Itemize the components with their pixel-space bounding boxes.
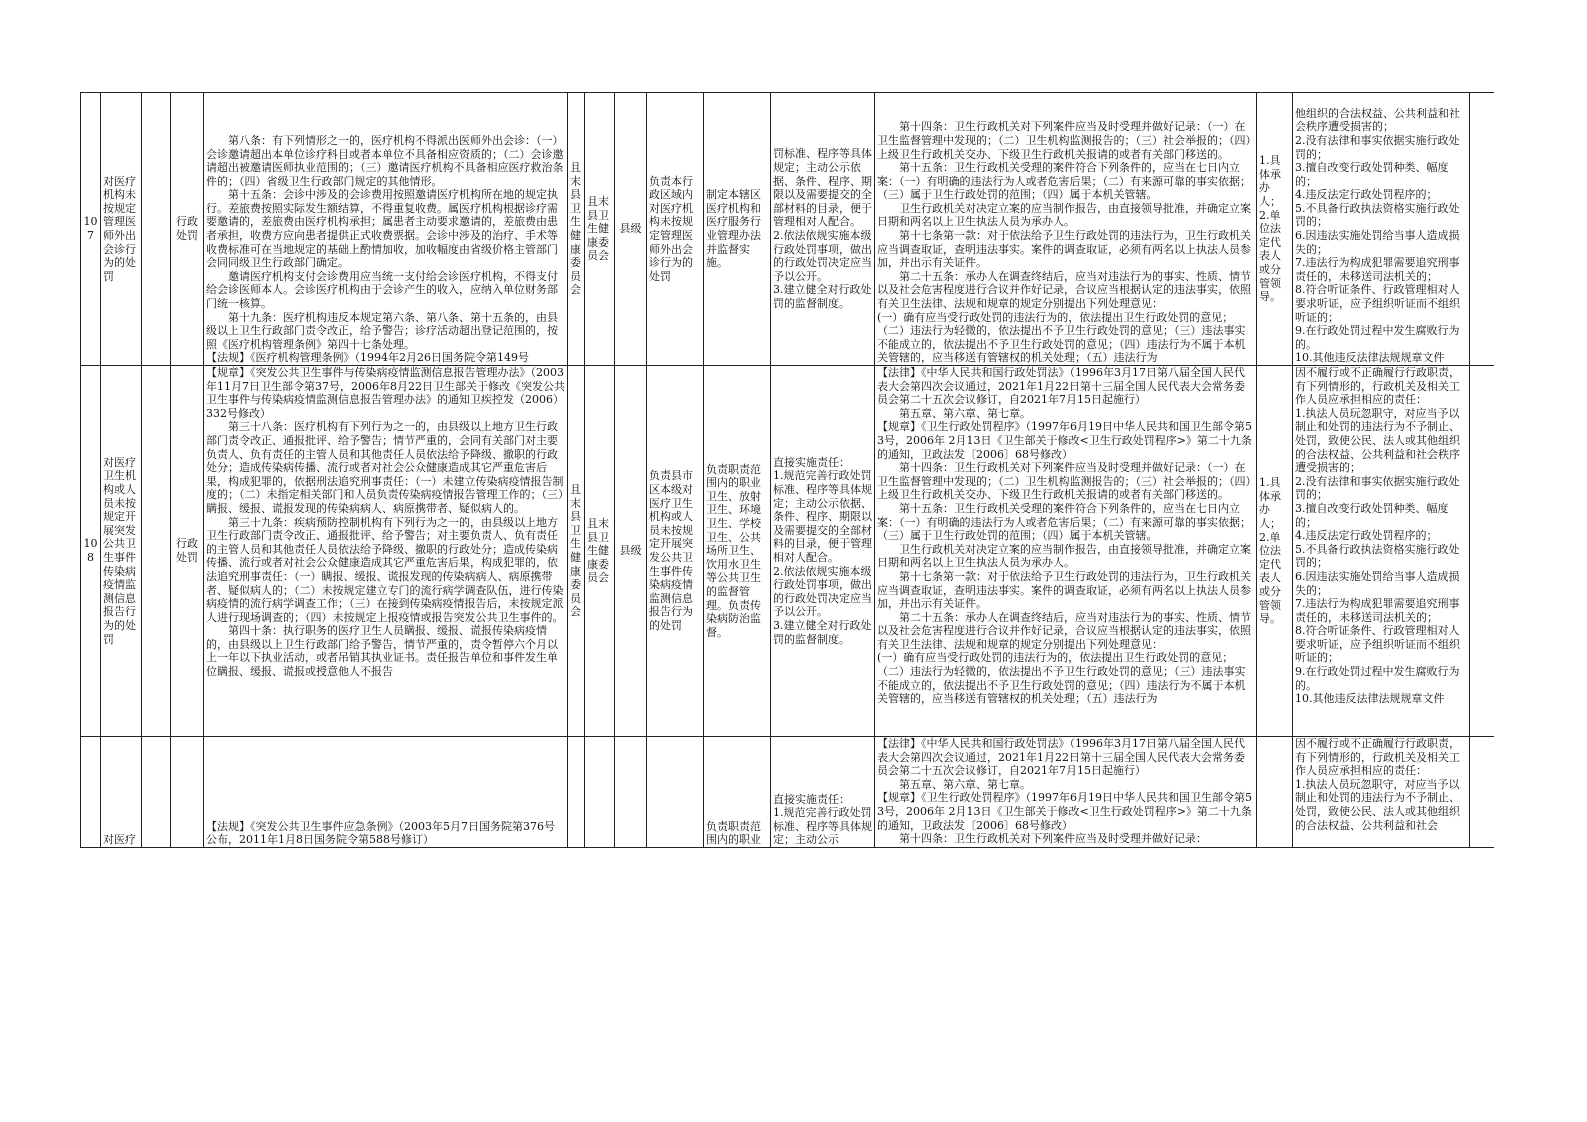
duty: 制定本辖区医疗机构和医疗服务行业管理办法并监督实施。: [706, 188, 761, 270]
implementing-dept: 且末县卫生健康委员会: [570, 483, 581, 619]
procedure-paragraph: 【法律】《中华人民共和国行政处罚法》（1996年3月17日第八届全国人民代表大会第四次会议通过，2021年1月22日第十三届全国人民代表大会常务委员会第二十五次会议修订，自2021年7月15日起施行）: [877, 366, 1245, 407]
responsible-dept: 且末县卫生健康委员会: [587, 195, 609, 263]
basis-paragraph: 第十九条：医疗机构违反本规定第六条、第八条、第十五条的，由县级以上卫生行政部门责令改正，给予警告；诊疗活动超出登记范围的，按照《医疗机构管理条例》第四十七条处理。: [206, 310, 558, 351]
procedure-basis: [877, 93, 1254, 365]
basis-paragraph: 第三十九条：疾病预防控制机构有下列行为之一的，由县级以上地方卫生行政部门责令改正、通报批评、给予警告；对主要负责人、负有责任的主管人员和其他责任人员依法给予降级、撤职的行政处分；造成传染病传播、流行或者对社会公众健康造成其它严重危害后果，构成犯罪的，依法追究刑事责任：（一）瞒报、缓报、谎报发现的传染病病人、病原携带者、疑似病人的；（二）未按规定建立专门的流行病学调查队伍，进行传染病疫情的流行病学调查工作；（三）在接到传染病疫情报告后，未按规定派人进行现场调查的；（四）未按规定上报疫情或报告突发公共卫生事件的。: [206, 515, 564, 624]
procedure-paragraph: 第十七条第一款：对于依法给予卫生行政处罚的违法行为，卫生行政机关应当调查取证，查明违法事实。案件的调查取证，必须有两名以上执法人员参加，并出示有关证件。: [877, 229, 1251, 270]
item-type: 行政处罚: [176, 537, 198, 564]
liability: 因不履行或不正确履行行政职责，有下列情形的，行政机关及相关工作人员应承担相应的责任： 1.执法人员玩忽职守，对应当予以制止和处罚的违法行为不予制止、处罚，致使公民、法人或其他组织的合法权益、公共利益和社会秩序遭受损害的； 2.没有法律和事实依据实施行政处罚的； 3.擅自改变行政处罚种类、幅度的； 4.违反法定行政处罚程序的； 5.不具备行政执法资格实施行政处罚的； 6.因违法实施处罚给当事人造成损失的； 7.违法行为构成犯罪需要追究刑事责任的，未移送司法机关的； 8.符合听证条件、行政管理相对人要求听证，应予组织听证而不组织听证的； 9.在行政处罚过程中发生腐败行为的。 10.其他违反法律法规规章文件: [1295, 366, 1460, 706]
item-type: 行政处罚: [176, 215, 198, 242]
duty: 负责职责范围内的职业: [706, 819, 761, 847]
procedure-basis: [877, 737, 1254, 847]
procedure-paragraph: 第十五条：卫生行政机关受理的案件符合下列条件的，应当在七日内立案：（一）有明确的违法行为人或者危害后果；（二）有来源可靠的事实依据；（三）属于卫生行政处罚的范围；（四）属于本机关管辖。: [877, 501, 1251, 543]
liability: 他组织的合法权益、公共利益和社会秩序遭受损害的； 2.没有法律和事实依据实施行政处罚的； 3.擅自改变行政处罚种类、幅度的； 4.违反法定行政处罚程序的； 5.不具备行政执法资格实施行政处罚的； 6.因违法实施处罚给当事人造成损失的； 7.违法行为构成犯罪需要追究刑事责任的，未移送司法机关的； 8.符合听证条件、行政管理相对人要求听证，应予组织听证而不组织听证的； 9.在行政处罚过程中发生腐败行为的。 10.其他违反法律法规规章文件: [1295, 106, 1460, 365]
implementing-dept: 且末县卫生健康委员会: [570, 161, 581, 297]
basis-paragraph: 第十五条：会诊中涉及的会诊费用按照邀请医疗机构所在地的规定执行。差旅费按照实际发生额结算，不得重复收费。属医疗机构根据诊疗需要邀请的，差旅费由医疗机构承担；属患者主动要求邀请的，差旅费由患者承担，收费方应向患者提供正式收费票据。会诊中涉及的治疗、手术等收费标准可在当地规定的基础上酌情加收，加收幅度由省级价格主管部门会同同级卫生行政部门确定。: [206, 188, 558, 270]
basis-paragraph: 【法规】《突发公共卫生事件应急条例》（2003年5月7日国务院第376号公布，2011年1月8日国务院令第588号修订）: [206, 819, 555, 847]
procedure-paragraph: 卫生行政机关对决定立案的应当制作报告，由直接领导批准，并确定立案日期和两名以上卫生执法人员为承办人。: [877, 542, 1251, 570]
procedure-paragraph: 第十四条：卫生行政机关对下列案件应当及时受理并做好记录：（一）在卫生监督管理中发现的；（二）卫生机构监测报告的；（三）社会举报的；（四）上级卫生行政机关交办、下级卫生行政机关报请的或者有关部门移送的。: [877, 461, 1251, 502]
row-number: 107: [83, 215, 98, 242]
legal-basis: [206, 93, 565, 365]
basis-paragraph: 邀请医疗机构支付会诊费用应当统一支付给会诊医疗机构，不得支付给会诊医师本人。会诊医疗机构由于会诊产生的收入，应纳入单位财务部门统一核算。: [206, 269, 558, 311]
basis-paragraph: 第八条：有下列情形之一的，医疗机构不得派出医师外出会诊：（一）会诊邀请超出本单位诊疗科目或者本单位不具备相应资质的；（二）会诊邀请超出被邀请医师执业范围的；（三）邀请医疗机构不具备相应医疗救治条件的；（四）省级卫生行政部门规定的其他情形。: [206, 133, 564, 188]
procedure-paragraph: 【规章】《卫生行政处罚程序》（1997年6月19日中华人民共和国卫生部令第53号，2006年 2月13日《卫生部关于修改<卫生行政处罚程序>》第二十九条的通知，卫政法发〔2006〕68号修改）: [877, 420, 1252, 461]
procedure-paragraph: 【规章】《卫生行政处罚程序》（1997年6月19日中华人民共和国卫生部令第53号，2006年 2月13日《卫生部关于修改<卫生行政处罚程序>》第二十九条的通知，卫政法发〔2006〕68号修改）: [877, 791, 1252, 832]
document-sheet: [80, 92, 1494, 849]
scope: 负责县市区本级对医疗卫生机构或人员未按规定开展突发公共卫生事件传染病疫情监测信息报告行为的处罚: [649, 469, 693, 632]
procedure-paragraph: 第二十五条：承办人在调查终结后，应当对违法行为的事实、性质、情节以及社会危害程度进行合议并作好记录，合议应当根据认定的违法事实，依照有关卫生法律、法规和规章的规定分别提出下列处理意见：: [877, 610, 1251, 651]
admin-level: 县级: [619, 222, 642, 236]
table-row: [81, 93, 1495, 366]
procedure-paragraph: 第二十五条：承办人在调查终结后，应当对违法行为的事实、性质、情节以及社会危害程度进行合议并作好记录，合议应当根据认定的违法事实，依照有关卫生法律、法规和规章的规定分别提出下列处理意见：: [877, 269, 1251, 311]
power-list-table: [80, 92, 1494, 848]
liability: 因不履行或不正确履行行政职责，有下列情形的，行政机关及相关工作人员应承担相应的责任： 1.执法人员玩忽职守，对应当予以制止和处罚的违法行为不予制止、处罚，致使公民、法人或其他组织的合法权益、公共利益和社会: [1295, 737, 1460, 832]
basis-paragraph: 第三十八条：医疗机构有下列行为之一的，由县级以上地方卫生行政部门责令改正、通报批评、给予警告；情节严重的，会同有关部门对主要负责人、负有责任的主管人员和其他责任人员依法给予降级、撤职的行政处分；造成传染病传播、流行或者对社会公众健康造成其它严重危害后果，构成犯罪的，依据刑法追究刑事责任：（一）未建立传染病疫情报告制度的；（二）未指定相关部门和人员负责传染病疫情报告管理工作的；（三）瞒报、缓报、谎报发现的传染病病人、病原携带者、疑似病人的。: [206, 420, 564, 515]
procedure-paragraph: 第十四条：卫生行政机关对下列案件应当及时受理并做好记录：（一）在卫生监督管理中发现的；（二）卫生机构监测报告的；（三）社会举报的；（四）上级卫生行政机关交办、下级卫生行政机关报请的或者有关部门移送的。: [877, 120, 1251, 161]
procedure-paragraph: 【法律】《中华人民共和国行政处罚法》（1996年3月17日第八届全国人民代表大会第四次会议通过，2021年1月22日第十三届全国人民代表大会常务委员会第二十五次会议修订，自2021年7月15日起施行）: [877, 737, 1245, 778]
responsible-person: 1.具体承办人； 2.单位法定代表人或分管领导。: [1259, 476, 1281, 626]
basis-paragraph: 【规章】《突发公共卫生事件与传染病疫情监测信息报告管理办法》（2003年11月7日卫生部令第37号，2006年8月22日卫生部关于修改《突发公共卫生事件与传染病疫情监测信息报告管理办法》的通知卫疾控发（2006）332号修改）: [206, 366, 565, 420]
procedure-paragraph: 第十五条：卫生行政机关受理的案件符合下列条件的，应当在七日内立案：（一）有明确的违法行为人或者危害后果；（二）有来源可靠的事实依据；（三）属于卫生行政处罚的范围；（四）属于本机关管辖。: [877, 161, 1251, 202]
item-name: 对医疗机构未按规定管理医师外出会诊行为的处罚: [103, 174, 136, 283]
legal-basis: [206, 366, 565, 736]
item-name: 对医疗: [103, 833, 136, 847]
implementation-responsibility: 罚标准、程序等具体规定；主动公示依据、条件、程序、期限以及需要提交的全部材料的目录，便于管理相对人配合。 2.依法依规实施本级行政处罚事项，做出的行政处罚决定应当予以公开。 3.建立健全对行政处罚的监督制度。: [773, 147, 872, 310]
row-number: 108: [83, 537, 98, 564]
basis-paragraph: 【法规】《医疗机构管理条例》（1994年2月26日国务院令第149号: [206, 351, 529, 365]
responsible-person: 1.具体承办人； 2.单位法定代表人或分管领导。: [1259, 154, 1281, 304]
procedure-paragraph: (一）确有应当受行政处罚的违法行为的，依法提出卫生行政处罚的意见；（二）违法行为轻微的，依法提出不予卫生行政处罚的意见；（三）违法事实不能成立的，依法提出不予卫生行政处罚的意见；（四）违法行为不属于本机关管辖的，应当移送有管辖权的机关处理；（五）违法行为: [877, 651, 1246, 706]
implementation-responsibility: 直接实施责任： 1.规范完善行政处罚标准、程序等具体规定；主动公示: [773, 792, 872, 847]
table-row: [81, 366, 1495, 737]
responsible-dept: 且末县卫生健康委员会: [587, 517, 609, 585]
basis-paragraph: 第四十条：执行职务的医疗卫生人员瞒报、缓报、谎报传染病疫情的，由县级以上卫生行政部门给予警告，情节严重的，责令暂停六个月以上一年以下执业活动，或者吊销其执业证书。责任报告单位和事件发生单位瞒报、缓报、谎报或授意他人不报告: [206, 624, 558, 679]
procedure-paragraph: 第五章、第六章、第七章。: [899, 777, 1031, 791]
procedure-basis: [877, 366, 1254, 736]
implementation-responsibility: 直接实施责任： 1.规范完善行政处罚标准、程序等具体规定；主动公示依据、条件、程序、期限以及需要提交的全部材料的目录，便于管理相对人配合。 2.依法依规实施本级行政处罚事项，做出的行政处罚决定应当予以公开。 3.建立健全对行政处罚的监督制度。: [773, 455, 872, 646]
procedure-paragraph: 第十七条第一款：对于依法给予卫生行政处罚的违法行为，卫生行政机关应当调查取证，查明违法事实。案件的调查取证，必须有两名以上执法人员参加，并出示有关证件。: [877, 569, 1251, 611]
table-row: [81, 737, 1495, 848]
item-name: 对医疗卫生机构或人员未按规定开展突发公共卫生事件传染病疫情监测信息报告行为的处罚: [103, 455, 136, 646]
procedure-paragraph: 第五章、第六章、第七章。: [899, 406, 1031, 420]
procedure-paragraph: (一）确有应当受行政处罚的违法行为的，依法提出卫生行政处罚的意见；（二）违法行为轻微的，依法提出不予卫生行政处罚的意见；（三）违法事实不能成立的，依法提出不予卫生行政处罚的意见；（四）违法行为不属于本机关管辖的，应当移送有管辖权的机关处理；（五）违法行为: [877, 310, 1246, 365]
admin-level: 县级: [619, 544, 642, 558]
scope: 负责本行政区域内对医疗机构未按规定管理医师外出会诊行为的处罚: [649, 174, 693, 283]
duty: 负责职责范围内的职业卫生、放射卫生、环境卫生、学校卫生、公共场所卫生、饮用水卫生等公共卫生的监督管理。负责传染病防治监督。: [706, 462, 761, 639]
legal-basis: [206, 737, 565, 847]
procedure-paragraph: 第十四条：卫生行政机关对下列案件应当及时受理并做好记录：: [899, 832, 1207, 846]
procedure-paragraph: 卫生行政机关对决定立案的应当制作报告，由直接领导批准，并确定立案日期和两名以上卫生执法人员为承办人。: [877, 201, 1251, 229]
